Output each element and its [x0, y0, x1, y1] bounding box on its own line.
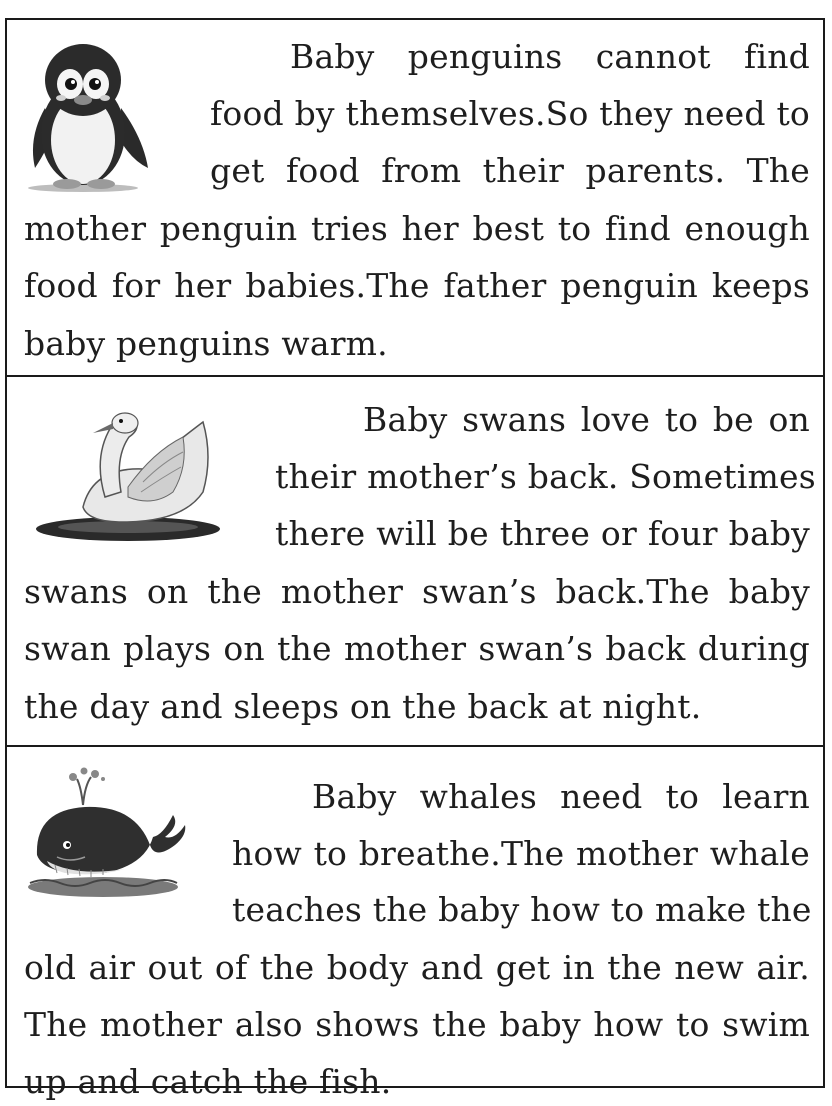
penguin-line-1: Baby penguins cannot find — [290, 37, 810, 76]
penguin-line-2: food by themselves.So they need to — [210, 94, 810, 133]
swan-line-1: Baby swans love to be on — [363, 400, 810, 439]
penguin-line-5: food for her babies.The father penguin keeps — [24, 266, 810, 305]
whale-line-4: old air out of the body and get in the new air. — [24, 948, 810, 987]
swan-icon — [33, 397, 228, 547]
whale-line-1: Baby whales need to learn — [312, 777, 810, 816]
whale-line-6: up and catch the fish. — [24, 1062, 392, 1101]
penguin-line-6: baby penguins warm. — [24, 324, 388, 363]
swan-line-6: the day and sleeps on the back at night. — [24, 687, 702, 726]
swan-line-4: swans on the mother swan’s back.The baby — [24, 572, 810, 611]
swan-line-2: their mother’s back. Sometimes — [275, 457, 816, 496]
swan-line-5: swan plays on the mother swan’s back during — [24, 629, 810, 668]
penguin-passage — [7, 20, 823, 377]
penguin-icon — [23, 38, 153, 193]
passages-frame — [5, 18, 825, 1101]
whale-icon — [25, 765, 190, 900]
penguin-line-3: get food from their parents. The — [210, 151, 810, 190]
whale-line-5: The mother also shows the baby how to swim — [24, 1005, 810, 1044]
penguin-line-4: mother penguin tries her best to find enough — [24, 209, 810, 248]
whale-line-3: teaches the baby how to make the — [232, 890, 812, 929]
whale-passage — [7, 747, 823, 1101]
whale-line-2: how to breathe.The mother whale — [232, 834, 810, 873]
swan-line-3: there will be three or four baby — [275, 514, 810, 553]
swan-passage — [7, 377, 823, 747]
